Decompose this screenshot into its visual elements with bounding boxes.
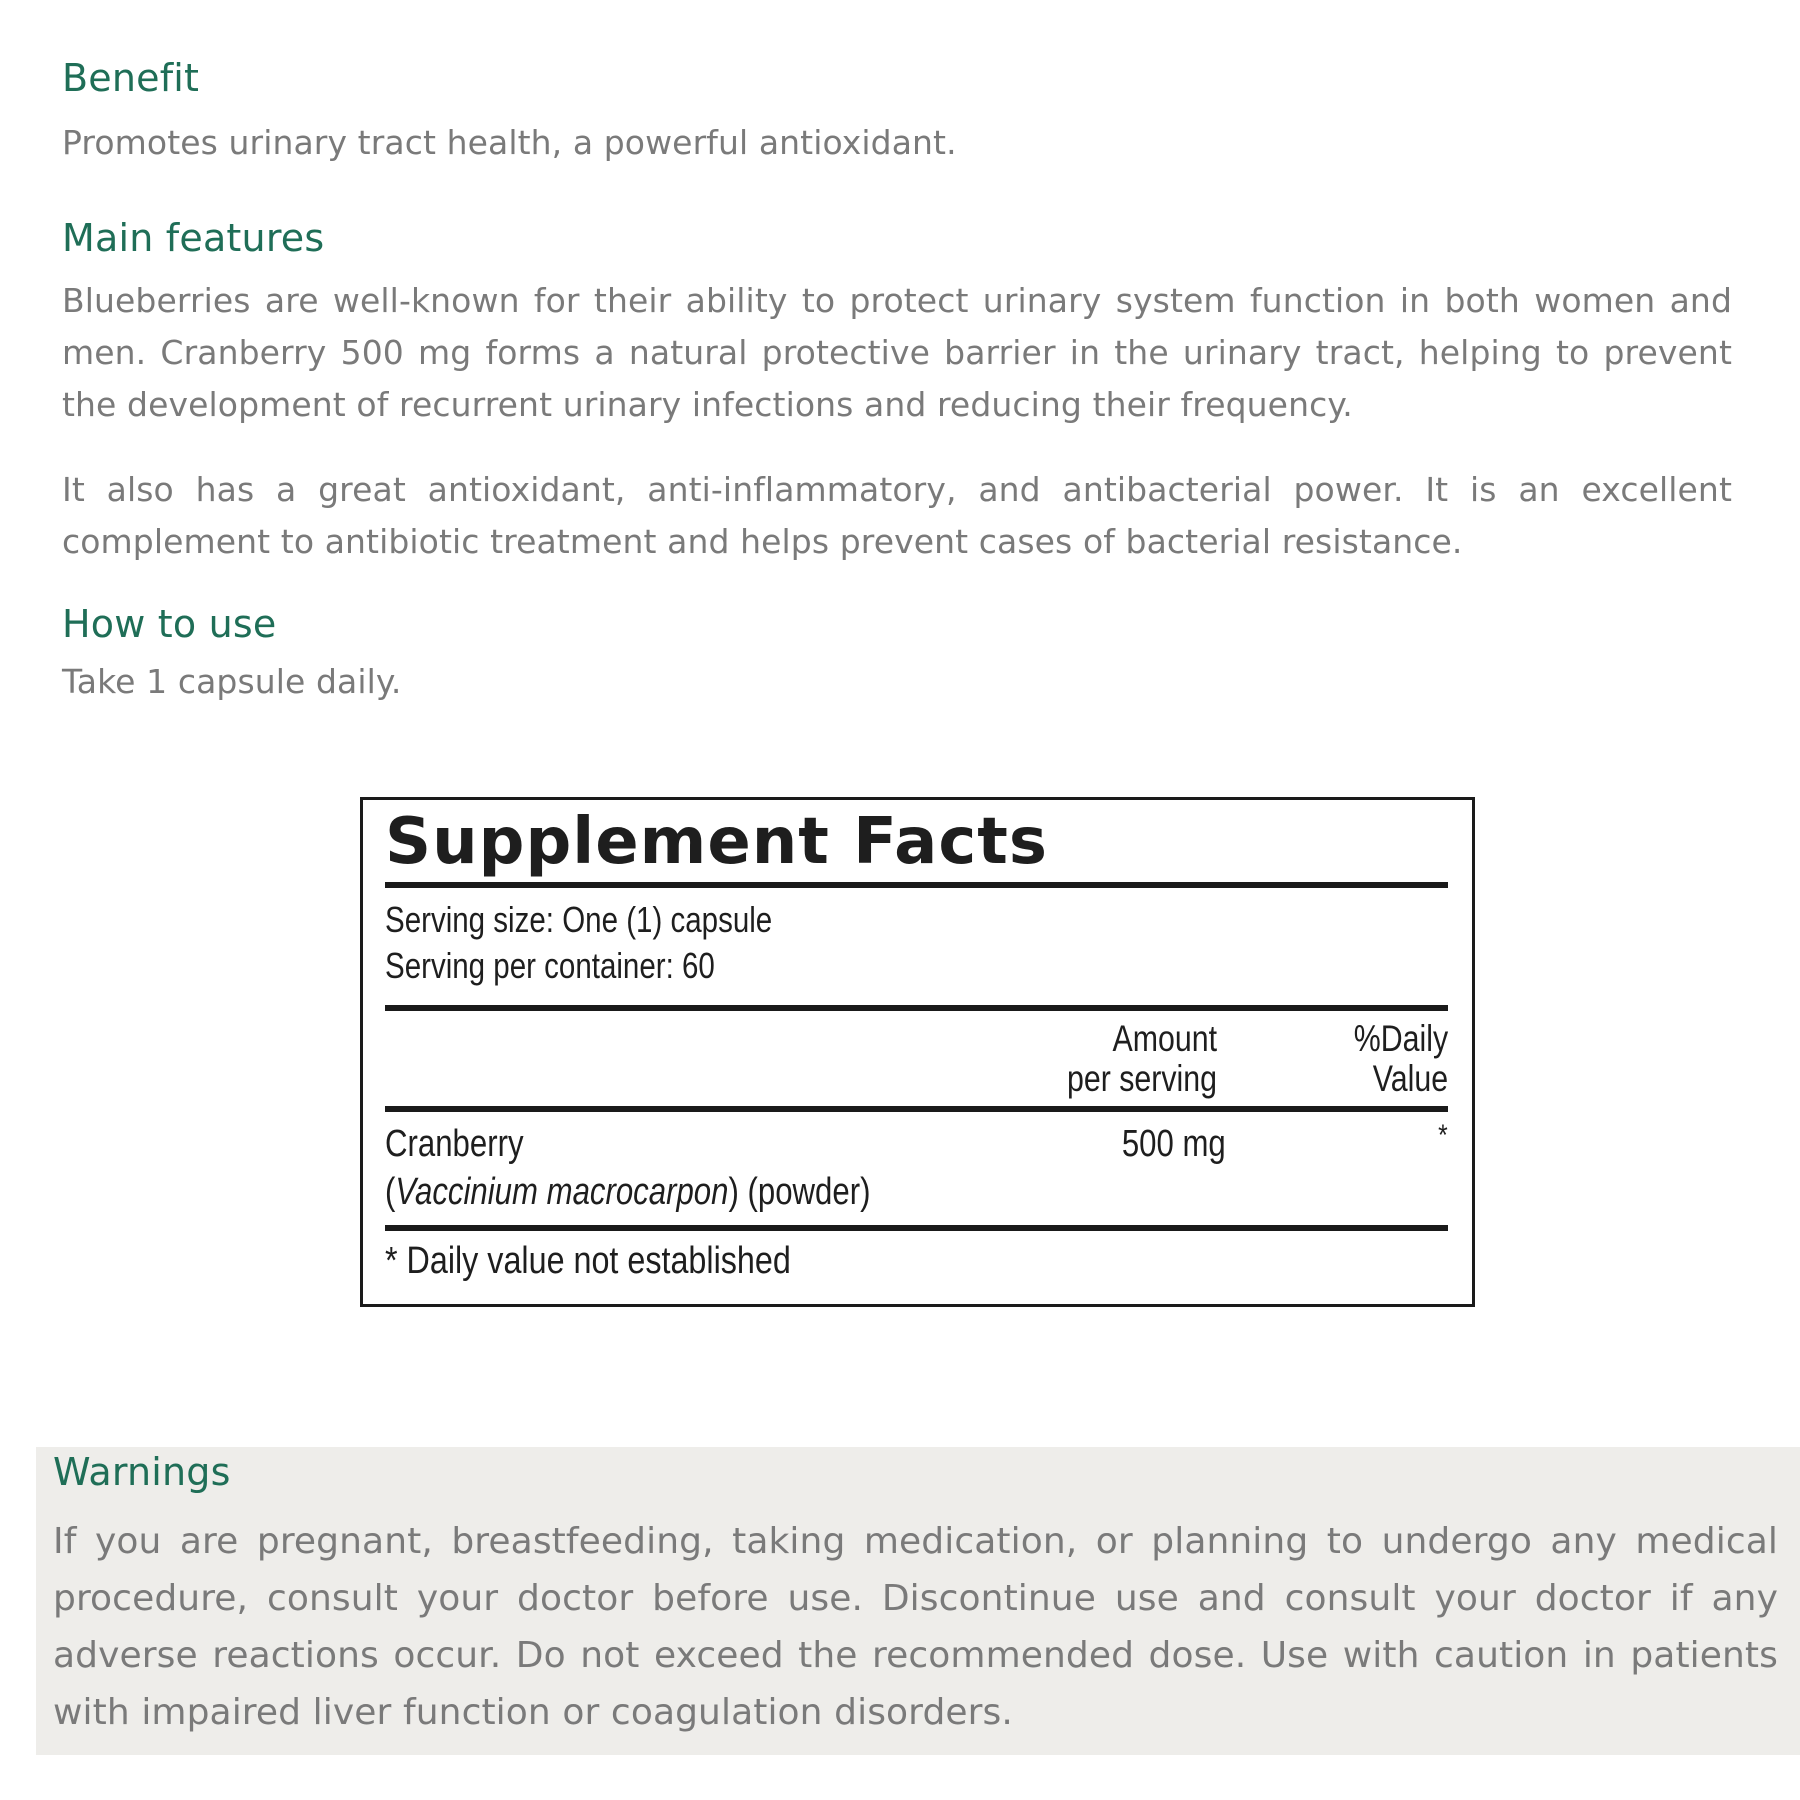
ingredient-rule [385,1225,1448,1231]
title-rule [385,882,1448,888]
amount-per-serving-header [1067,1019,1217,1099]
how-to-use-text: Take 1 capsule daily. [62,662,402,701]
main-features-paragraph-2: It also has a great antioxidant, anti-inflammatory, and antibacterial power. It is an excellent complement to antibiotic treatment and helps prevent cases of bacterial resistance. [62,470,1732,561]
amount-header-line1: Amount [1112,1018,1217,1059]
serving-rule [385,1005,1448,1011]
header-rule [385,1106,1448,1112]
latin-binomial: Vaccinium macrocarpon [395,1171,729,1213]
dv-header-line1: %Daily [1353,1018,1448,1059]
servings-per-container: Serving per container: 60 [385,945,715,986]
warnings-text: If you are pregnant, breastfeeding, taking medication, or planning to undergo any medical procedure, consult your doctor before use. Discontinue use and consult your doctor if any adverse reactions occur. Do not exceed the recommended dose. Use with caution in patients with impaired liver function or coagulation disorders. [53,1521,1778,1733]
benefit-heading: Benefit [62,56,200,100]
dv-header-line2: Value [1372,1058,1448,1099]
ingredient-latin-name: (Vaccinium macrocarpon) (powder) [385,1171,871,1213]
ingredient-daily-value: * [1438,1119,1448,1152]
daily-value-header [1354,1019,1448,1099]
warnings-section [36,1447,1800,1755]
daily-value-footnote: * Daily value not established [385,1240,791,1282]
warnings-heading: Warnings [53,1450,231,1494]
supplement-facts-panel [360,797,1475,1307]
serving-size: Serving size: One (1) capsule [385,899,773,940]
how-to-use-heading: How to use [62,602,277,646]
main-features-paragraph-1: Blueberries are well-known for their ability to protect urinary system function in both women and men. Cranberry 500 mg forms a natural protective barrier in the urinary tract, helping to prevent the development of recurrent urinary infections and reducing their frequency. [62,281,1732,424]
ingredient-form: (powder) [738,1171,871,1213]
benefit-text: Promotes urinary tract health, a powerful antioxidant. [62,123,957,162]
amount-header-line2: per serving [1066,1058,1217,1099]
main-features-heading: Main features [62,216,325,260]
supplement-facts-title: Supplement Facts [385,805,1048,879]
ingredient-name: Cranberry [385,1123,524,1165]
ingredient-amount: 500 mg [1122,1123,1226,1165]
